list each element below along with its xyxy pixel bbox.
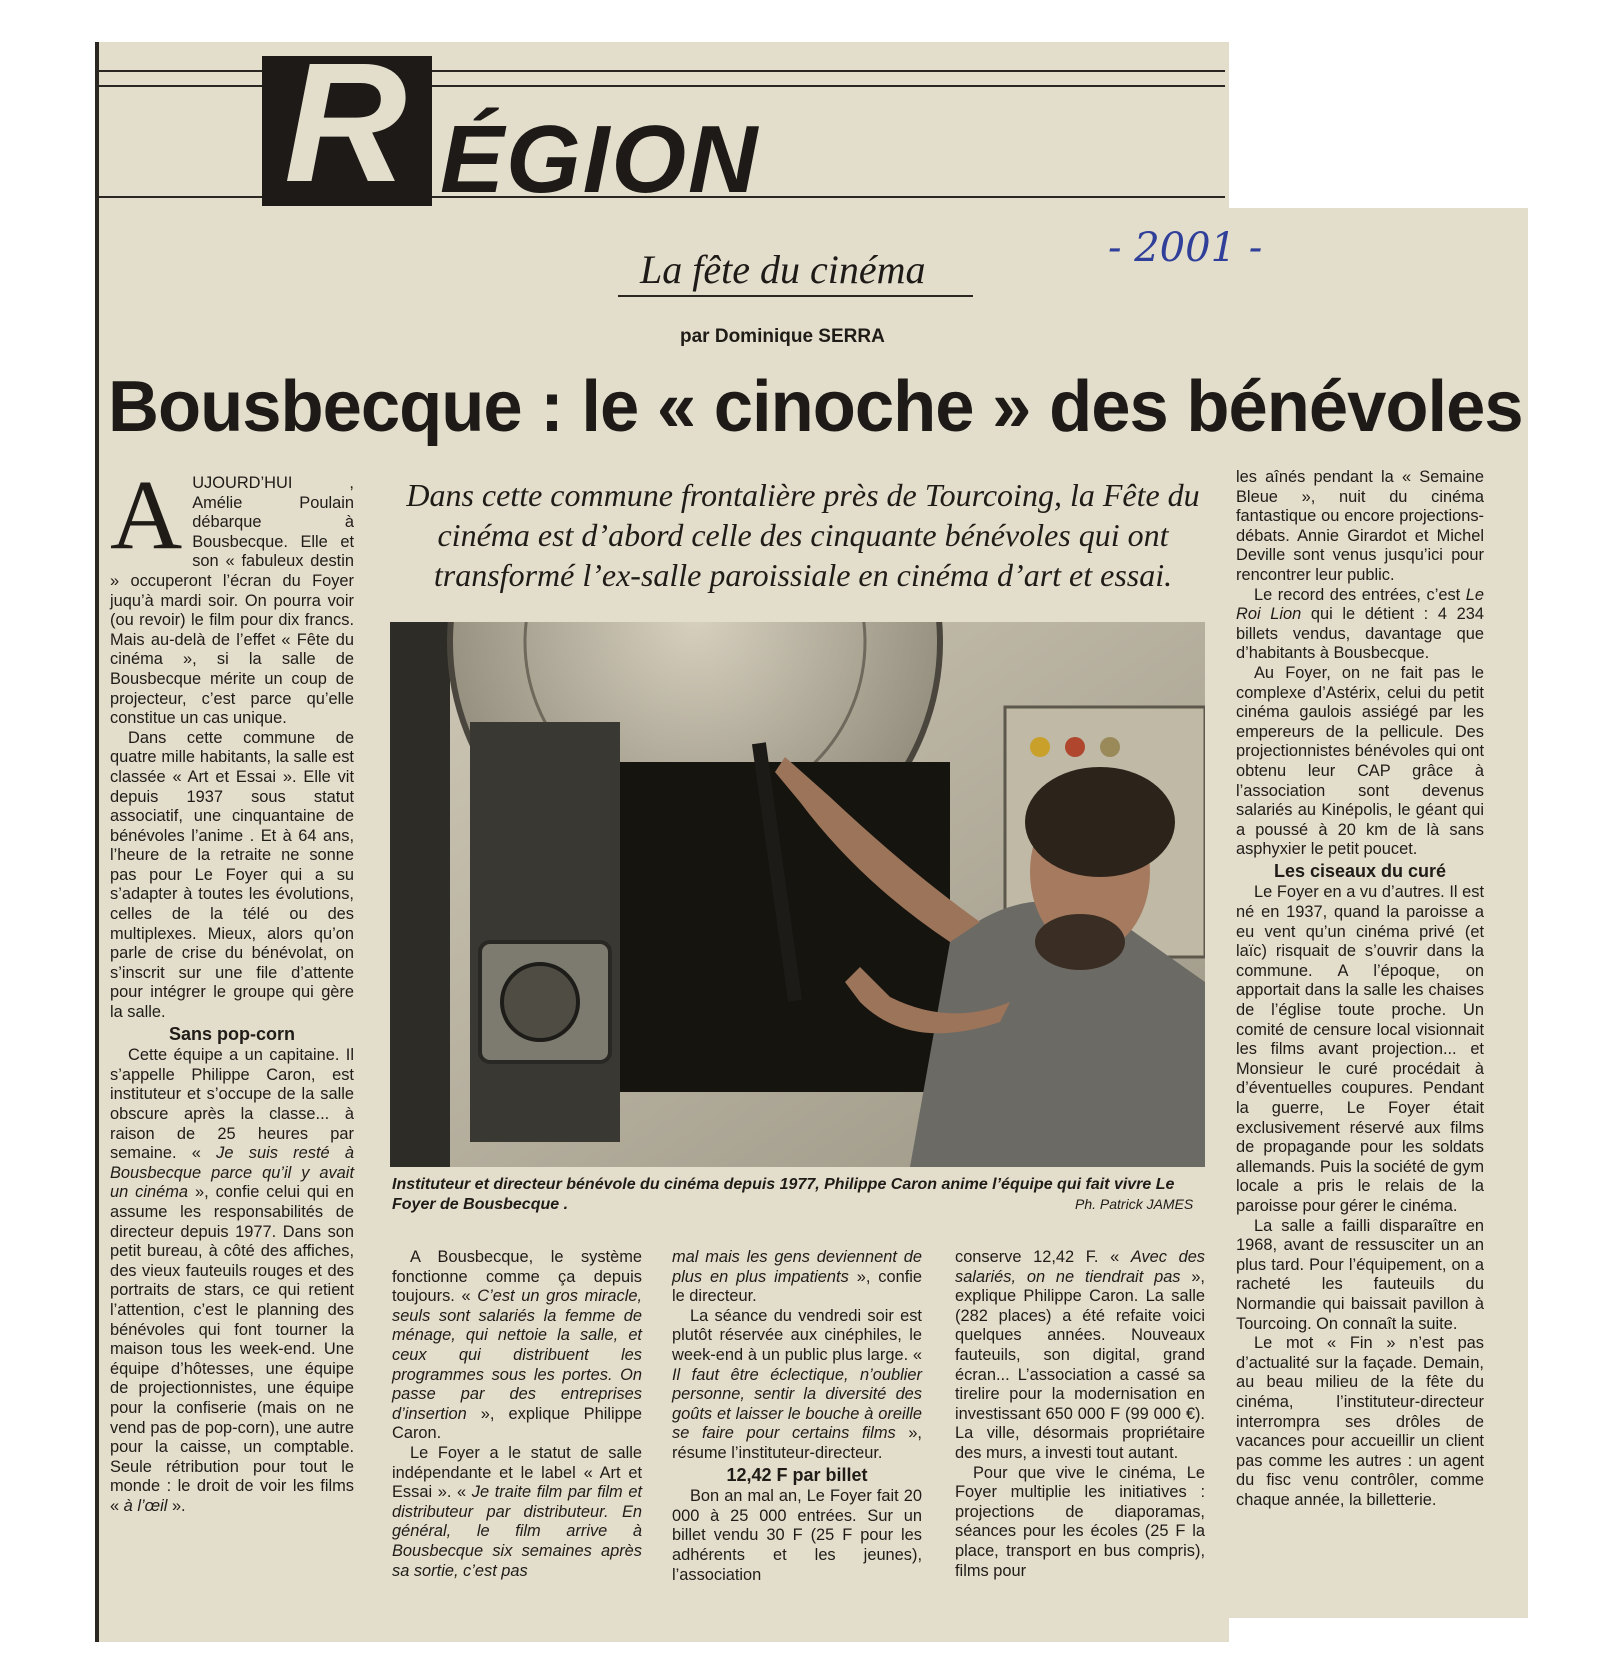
quote-run: Je traite film par film et distributeur par distributeur. En général, le film arrive à Bousbecque six semaines après sa sortie, c’est pas	[392, 1483, 643, 1580]
article-photo	[390, 622, 1205, 1167]
drop-cap: A	[110, 459, 183, 570]
section-logo-text: ÉGION	[440, 106, 760, 213]
projectionist-photo-illustration	[390, 622, 1205, 1167]
paragraph	[955, 1248, 1205, 1464]
article-column-4	[955, 1248, 1205, 1581]
quote-run: C’est un gros miracle, seuls sont salariés la femme de ménage, qui nettoie la salle, et ceux qui distribuent les programmes sous les portes. On passe par des entreprises d’insertion	[392, 1287, 643, 1423]
text-run: », confie le directeur.	[672, 1267, 923, 1306]
byline: par Dominique SERRA	[680, 326, 885, 347]
text-run: ».	[167, 1496, 186, 1515]
kicker-rule	[618, 295, 973, 297]
kicker: La fête du cinéma	[640, 247, 926, 292]
film-title: Le Roi Lion	[1236, 585, 1484, 624]
article-column-1	[110, 459, 355, 1516]
text-run: Le record des entrées, c’est	[1254, 585, 1466, 604]
text-run: Cette équipe a un capitaine. Il s’appelle Philippe Caron, est instituteur et s’occupe de la salle obscure après la classe... à raison de 25 heures par semaine. «	[110, 1046, 354, 1163]
paragraph	[110, 459, 354, 729]
paragraph: les aînés pendant la « Semaine Bleue », nuit du cinéma fantastique ou encore projections-débats. Annie Girardot et Michel Deville sont venus jusqu’ici pour rencontrer leur public.	[1236, 468, 1484, 584]
quote-run: à l’œil	[123, 1496, 168, 1515]
paragraph	[672, 1248, 922, 1307]
text-run: conserve 12,42 F. «	[955, 1248, 1131, 1266]
handwritten-note: - 2001 -	[1108, 225, 1263, 271]
subheading: 12,42 F par billet	[726, 1464, 868, 1485]
photo-caption: Instituteur et directeur bénévole du cinéma depuis 1977, Philippe Caron anime l’équipe qui fait vivre Le Foyer de Bousbecque .	[392, 1176, 1175, 1213]
quote-run: Il faut être éclectique, n’oublier personne, sentir la diversité des goûts et laisser le bouche à oreille se faire pour certains films	[672, 1365, 922, 1443]
article-column-5	[1236, 468, 1484, 1510]
text-run: », résume l’instituteur-directeur.	[672, 1424, 922, 1462]
text-run: qui le détient : 4 234 billets vendus, davantage que d’habitants à Bousbecque.	[1236, 605, 1484, 663]
text-run: Le Foyer a le statut de salle indépendante et le label « Art et Essai ». «	[392, 1443, 642, 1502]
quote-run: Je suis resté à Bousbecque parce qu’il y avait un cinéma	[110, 1144, 354, 1202]
paragraph	[672, 1307, 922, 1464]
paragraph	[392, 1248, 642, 1444]
paragraph: Le Foyer en a vu d’autres. Il est né en 1937, quand la paroisse a eu vent qu’un cinéma privé (et laïc) risquait de s’ouvrir dans la commune. A l’époque, on apportait dans la salle les chaises de l’église toute proche. Un comité de censure local visionnait les films avant projection... et Monsieur le curé procédait à d’éventuelles coupures. Pendant la guerre, Le Foyer était exclusivement réservé aux films de propagande pour les soldats allemands. Puis la société de gym locale a pris le relais de la paroisse pour gérer le cinéma.	[1236, 883, 1484, 1215]
paragraph: Bon an mal an, Le Foyer fait 20 000 à 25 000 entrées. Sur un billet vendu 30 F (25 F pour les adhérents et les jeunes), l’association	[672, 1487, 922, 1584]
paragraph	[1236, 586, 1484, 664]
subheading: Les ciseaux du curé	[1273, 860, 1447, 881]
text-run: », confie celui qui en assume les responsabilités de directeur depuis 1977. Dans son petit bureau, à côté des affiches, des vieux fauteuils rouges et des portraits de stars, ce qui retient l’attention, c’est le planning des bénévoles qui font tourner la maison tous les week-end. Une équipe d’hôtesses, une équipe de projectionnistes, une équipe pour la confiserie (mais on ne vend pas de pop-corn), une autre pour la caisse, un comptable. Seule rétribution pour tout le monde : le droit de voir les films «	[110, 1183, 355, 1515]
paragraph: Dans cette commune de quatre mille habitants, la salle est classée « Art et Essai ». Elle vit depuis 1937 sous statut associatif, une cinquantaine de bénévoles l’anime . Et à 64 ans, l’heure de la retraite ne sonne pas pour Le Foyer qui a su s’adapter à toutes les évolutions, celles de la télé ou des multiplexes. Mieux, alors qu’on parle de crise du bénévolat, on s’inscrit sur une file d’attente pour intégrer le groupe qui gère la salle.	[110, 728, 354, 1022]
section-logo-initial: R	[284, 28, 407, 218]
standfirst: Dans cette commune frontalière près de Tourcoing, la Fête du cinéma est d’abord celle des cinquante bénévoles qui ont transformé l’ex-salle paroissiale en cinéma d’art et essai.	[406, 477, 1200, 593]
text-run: A Bousbecque, le système fonctionne comme ça depuis toujours. «	[392, 1248, 642, 1306]
article-column-2	[392, 1248, 642, 1581]
paragraph-text: UJOURD’HUI , Amélie Poulain débarque à Bousbecque. Elle et son « fabuleux destin » occuperont l’écran du Foyer juqu’à mardi soir. On pourra voir (ou revoir) le film pour dix francs. Mais au-delà de l’effet « Fête du cinéma », si la salle de Bousbecque mérite un coup de projecteur, c’est parce qu’elle constitue un cas unique.	[110, 474, 354, 728]
paragraph: La salle a failli disparaître en 1968, avant de ressusciter un an plus tard. Pour l’équipement, on a racheté les fauteuils du Normandie qui baissait pavillon à Tourcoing. On connaît la suite.	[1236, 1216, 1484, 1333]
article-column-3	[672, 1248, 922, 1585]
quote-run: Avec des salariés, on ne tiendrait pas	[955, 1248, 1206, 1286]
paragraph	[110, 1046, 354, 1516]
headline: Bousbecque : le « cinoche » des bénévoles	[108, 367, 1523, 447]
paragraph	[392, 1444, 642, 1581]
photo-credit: Ph. Patrick JAMES	[1075, 1196, 1194, 1212]
paragraph: Au Foyer, on ne fait pas le complexe d’Astérix, celui du petit cinéma gaulois assiégé par les empereurs de la pellicule. Des projectionnistes bénévoles qui ont obtenu leur CAP grâce à l’association sont devenus salariés au Kinépolis, le géant qui a poussé à 20 km de là sans asphyxier le petit poucet.	[1236, 663, 1484, 859]
paragraph: Le mot « Fin » n’est pas d’actualité sur la façade. Demain, au beau milieu de la fête du cinéma, l’instituteur-directeur interrompra ses drôles de vacances pour accueillir un client pas comme les autres : un agent du fisc venu contrôler, comme chaque année, la billetterie.	[1236, 1334, 1484, 1509]
section-logo-block	[262, 28, 432, 218]
paragraph: Pour que vive le cinéma, Le Foyer multiplie les initiatives : projections de diaporamas, séances pour les écoles (25 F la place, transport en bus compris), films pour	[955, 1463, 1205, 1580]
text-run: », explique Philippe Caron.	[392, 1404, 642, 1443]
text-run: La séance du vendredi soir est plutôt réservée aux cinéphiles, le week-end à un public plus large. «	[672, 1306, 922, 1364]
subheading: Sans pop-corn	[168, 1023, 295, 1044]
quote-run: mal mais les gens deviennent de plus en plus impatients	[672, 1248, 922, 1286]
text-run: », explique Philippe Caron. La salle (282 places) a été refaite voici quelques années. Nouveaux fauteuils, son digital, grand écran... L’association a cassé sa tirelire pour la modernisation en investissant 650 000 F (99 000 €). La ville, désormais propriétaire des murs, a investi tout autant.	[955, 1267, 1205, 1462]
